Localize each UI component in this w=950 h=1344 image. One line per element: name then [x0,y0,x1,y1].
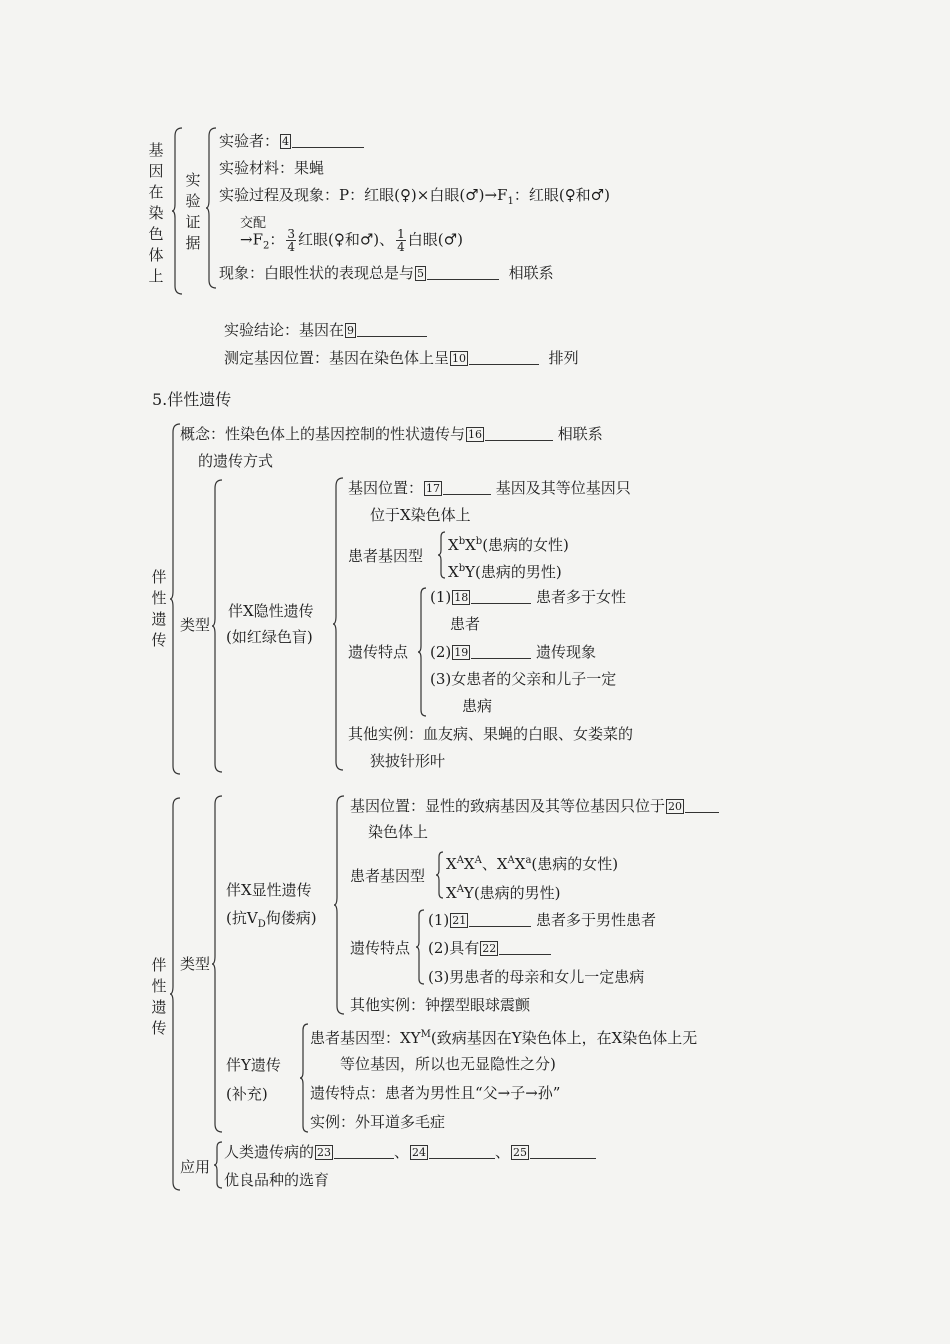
gene-on-chromosome-label: 基因在染色体上 [148,141,164,285]
blank-number-box: 23 [317,1146,332,1159]
position-line [224,348,579,368]
answer-blank[interactable] [429,1144,495,1159]
f2-line [240,228,463,257]
application-label: 应用 [180,1158,211,1176]
answer-blank[interactable] [334,1144,394,1159]
subscript: 1 [507,196,514,207]
concept-post: 相联系 [557,425,603,443]
blank-number-box: 21 [452,914,467,927]
brace-small [438,532,446,578]
xr-gene-position-post: 基因及其等位基因只 [495,479,631,497]
f2-end: 白眼(♂) [407,230,463,249]
xr-feature-2: (2) 19 遗传现象 [430,643,597,661]
xr-other-examples: 其他实例：血友病、果蝇的白眼、女娄菜的 [348,725,634,743]
y-genotype-line: 患者基因型：$XY^M$(致病基因在Y染色体上，在X染色体上无 [310,1029,698,1047]
xr-feature-3: (3)女患者的父亲和儿子一定 [430,670,617,688]
process-line [219,185,610,212]
answer-blank[interactable] [530,1144,596,1159]
blank-number-box: 10 [452,352,467,365]
application-2: 优良品种的选育 [224,1171,330,1189]
blank-number-box: 4 [282,135,290,148]
experimenter-text: 实验者： [219,132,280,150]
blank-number-box: 9 [347,324,355,337]
subscript: 2 [262,240,270,252]
conclusion-text: 实验结论：基因在 [224,321,345,339]
blank-number-box: 20 [668,800,683,813]
application-1: 人类遗传病的 23 、 24 、 25 [224,1142,596,1162]
xd-genotype-female: $X^AX^A$、$X^AX^a$(患病的女性) [446,855,619,873]
concept-line2: 的遗传方式 [198,452,274,470]
sex-linked-label-2: 伴性遗传 [151,956,167,1037]
f2-colon: ： [269,230,285,249]
brace-y-linked [300,1024,310,1132]
answer-blank[interactable] [485,426,553,441]
answer-blank[interactable] [427,265,499,280]
sex-linked-label: 伴性遗传 [151,568,167,649]
xd-feature-3: (3)男患者的母亲和女儿一定患病 [428,968,645,986]
xd-other-examples: 其他实例：钟摆型眼球震颤 [350,996,531,1014]
brace-x-recessive [333,478,345,770]
material-text: 实验材料：果蝇 [219,159,325,177]
y-genotype-line2: 等位基因，所以也无显隐性之分) [340,1055,556,1073]
xr-gene-position-text: 基因位置： [348,479,424,497]
brace-sex-linked [170,424,182,774]
xr-feature-3-line2: 患病 [462,697,493,715]
answer-blank[interactable] [471,644,531,659]
xr-gene-position-line [348,478,631,498]
brace-application [214,1142,224,1188]
experiment-evidence-label: 实验证据 [185,171,201,252]
f2-prefix: →F [240,230,263,249]
brace-evidence [206,128,218,288]
answer-blank[interactable] [469,912,531,927]
cross-label: 交配 [240,216,267,231]
f2-mid: 红眼(♀和♂)、 [298,230,395,249]
concept-text: 概念：性染色体上的基因控制的性状遗传与 [180,425,466,443]
brace-sex-linked-2 [170,798,182,1190]
brace-features-2 [416,910,426,984]
brace-main [172,128,184,294]
y-feature: 遗传特点：患者为男性且“父→子→孙” [310,1084,561,1102]
type-label: 类型 [180,616,211,634]
y-linked-note: (补充) [226,1085,268,1103]
blank-number-box: 22 [482,942,497,955]
xr-feature-1: (1) 18 患者多于女性 [430,588,627,606]
xr-other-examples-line2: 狭披针形叶 [370,752,446,770]
x-recessive-title: 伴X隐性遗传 [228,602,314,620]
x-recessive-example: (如红绿色盲) [226,628,313,646]
blank-number-box: 24 [412,1146,427,1159]
phenomenon-post: 相联系 [508,264,554,282]
x-dominant-title: 伴X显性遗传 [226,881,312,899]
phenomenon-line [219,263,554,283]
answer-blank[interactable] [471,589,531,604]
process-text: 实验过程及现象：P：红眼(♀)×白眼(♂)→F [219,186,508,204]
answer-blank[interactable] [443,480,491,495]
concept-line [180,424,603,444]
xr-genotype-male: $X^bY$(患病的男性) [448,563,562,581]
xd-gene-position-line2: 染色体上 [368,823,429,841]
x-dominant-example: (抗$V_D$佝偻病) [226,909,317,930]
y-example: 实例：外耳道多毛症 [310,1113,446,1131]
xd-genotype-male: $X^AY$(患病的男性) [446,884,561,902]
answer-blank[interactable] [499,940,551,955]
xd-feature-label: 遗传特点 [350,939,411,957]
y-linked-title: 伴Y遗传 [226,1056,281,1074]
xr-genotype-label: 患者基因型 [348,547,424,565]
blank-number-box: 18 [454,591,469,604]
answer-blank[interactable] [685,798,719,813]
xr-feature-label: 遗传特点 [348,643,409,661]
xr-genotype-female: $X^bX^b$(患病的女性) [448,536,569,554]
blank-number-box: 19 [454,646,469,659]
phenomenon-text: 现象：白眼性状的表现总是与 [219,264,415,282]
brace-type [212,480,224,772]
conclusion-line [224,320,427,340]
answer-blank[interactable] [357,322,427,337]
brace-type-2 [212,796,224,1132]
fraction: $\frac{3}{4}$ [287,227,296,254]
blank-number-box: 16 [468,428,483,441]
section-heading: 5.伴性遗传 [152,390,232,409]
xd-feature-1: (1) 21 患者多于男性患者 [428,911,657,929]
blank-number-box: 17 [426,482,441,495]
type-label-2: 类型 [180,955,211,973]
xr-gene-position-line2: 位于X染色体上 [370,506,471,524]
answer-blank[interactable] [292,133,364,148]
answer-blank[interactable] [469,350,539,365]
xr-feature-1-line2: 患者 [450,615,481,633]
process-end: ：红眼(♀和♂) [513,186,610,204]
position-post: 排列 [548,349,579,367]
xd-feature-2: (2)具有 22 [428,938,551,958]
brace-x-dominant [334,796,346,1014]
brace-features [418,588,428,716]
xd-genotype-label: 患者基因型 [350,867,426,885]
fraction: $\frac{1}{4}$ [397,227,405,254]
blank-number-box: 25 [513,1146,528,1159]
xd-gene-position-line: 基因位置：显性的致病基因及其等位基因只位于 20 [350,796,719,816]
blank-number-box: 5 [417,267,425,280]
brace-small [436,852,444,898]
experimenter-line [219,131,364,151]
position-text: 测定基因位置：基因在染色体上呈 [224,349,450,367]
